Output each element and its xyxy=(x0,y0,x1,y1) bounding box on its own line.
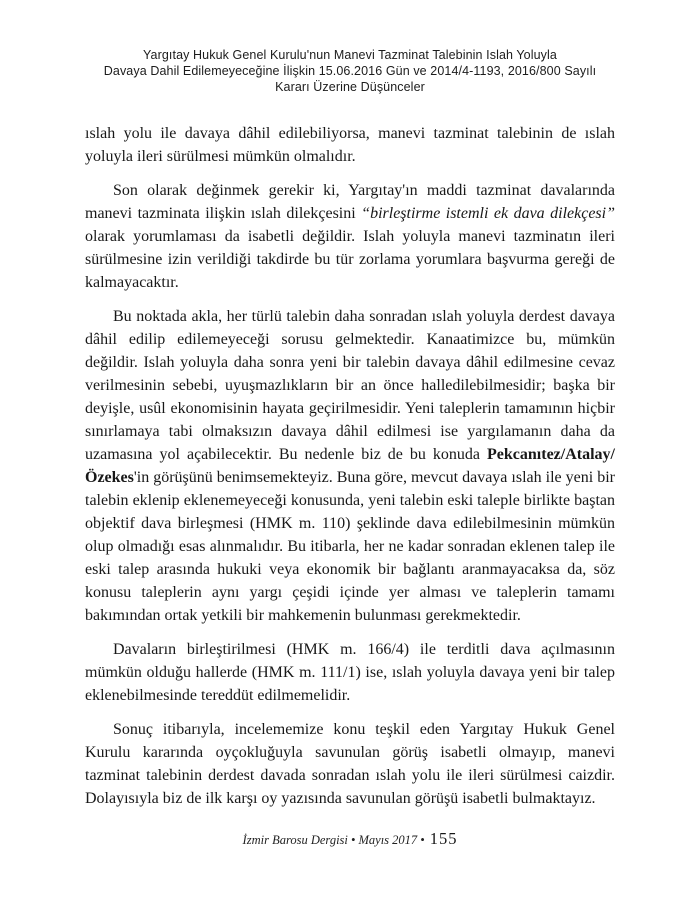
text-segment: ıslah yolu ile davaya dâhil edilebiliyorsa, manevi tazminat talebinin de ıslah yoluyla ileri sürülmesi mümkün olmalıdır. xyxy=(85,125,615,165)
paragraph xyxy=(85,638,615,707)
text-segment: Bu noktada akla, her türlü talebin daha sonradan ıslah yoluyla derdest davaya dâhil edilip edilemeyeceği sorusu gelmektedir. Kanaatimizce bu, mümkün değildir. Islah yoluyla daha sonra yeni bir talebin davaya dâhil edilmesine cevaz verilmesinin sebebi, uyuşmazlıkların bir an önce halledilebilmesidir; başka bir deyişle, usûl ekonomisinin hayata geçirilmesidir. Yeni taleplerin tamamının hiçbir sınırlamaya tabi olmaksızın davaya dâhil edilmesi ise yargılamanın daha da uzamasına yol açabilecektir. Bu nedenle biz de bu konuda xyxy=(85,308,615,463)
text-segment: Davaların birleştirilmesi (HMK m. 166/4) ile terditli dava açılmasının mümkün olduğu hallerde (HMK m. 111/1) ise, ıslah yoluyla davaya yeni bir talep eklenebilmesinde tereddüt edilmemelidir. xyxy=(85,641,615,704)
paragraph xyxy=(85,305,615,627)
text-segment: Pekcanıtez/Atalay/ Özekes xyxy=(85,446,615,486)
paragraph xyxy=(85,122,615,168)
article-title-line: Kararı Üzerine Düşünceler xyxy=(275,80,425,94)
text-segment: Son olarak değinmek gerekir ki, Yargıtay'ın maddi tazminat davalarında manevi tazminata ilişkin ıslah dilekçesini xyxy=(85,182,615,222)
article-title xyxy=(60,47,640,95)
text-segment: Sonuç itibarıyla, incelememize konu teşkil eden Yargıtay Hukuk Genel Kurulu kararında oyçokluğuyla savunulan görüş isabetli olmayıp, manevi tazminat talebinin derdest davada sonradan ıslah yolu ile ileri sürülmesi caizdir. Dolayısıyla biz de ilk karşı oy yazısında savunulan görüşü isabetli bulmaktayız. xyxy=(85,721,615,807)
article-title-line: Davaya Dahil Edilemeyeceğine İlişkin 15.06.2016 Gün ve 2014/4-1193, 2016/800 Sayılı xyxy=(103,64,597,78)
article-title-line: Yargıtay Hukuk Genel Kurulu'nun Manevi Tazminat Talebinin Islah Yoluyla xyxy=(143,48,557,62)
text-segment: “birleştirme istemli ek dava dilekçesi” xyxy=(361,205,615,222)
paragraph xyxy=(85,179,615,294)
page-number: 155 xyxy=(429,829,458,848)
text-segment: 'in görüşünü benimsemekteyiz. Buna göre, mevcut davaya ıslah ile yeni bir talebin eklenip eklenemeyeceği konusunda, yeni talebin eski taleple birlikte baştan objektif dava birleşmesi (HMK m. 110) şeklinde dava edilebilmesinin mümkün olup olmadığı esas alınmalıdır. Bu itibarla, her ne kadar sonradan eklenen talep ile eski talep arasında hukuki veya ekonomik bir bağlantı aranmayacaksa da, söz konusu taleplerin aynı yargı çeşidi içinde yer alması ve taleplerin tamamı bakımından ortak yetkili bir mahkemenin bulunması gerekmektedir. xyxy=(85,469,615,624)
paragraph xyxy=(85,718,615,810)
text-segment: olarak yorumlaması da isabetli değildir. Islah yoluyla manevi tazminatın ileri sürülmesine izin verildiği takdirde bu tür zorlama yorumlara başvurma gereği de kalmayacaktır. xyxy=(85,228,615,291)
article-body xyxy=(85,122,615,810)
page-footer xyxy=(0,829,700,849)
journal-name-and-issue: İzmir Barosu Dergisi • Mayıs 2017 • xyxy=(242,833,425,847)
